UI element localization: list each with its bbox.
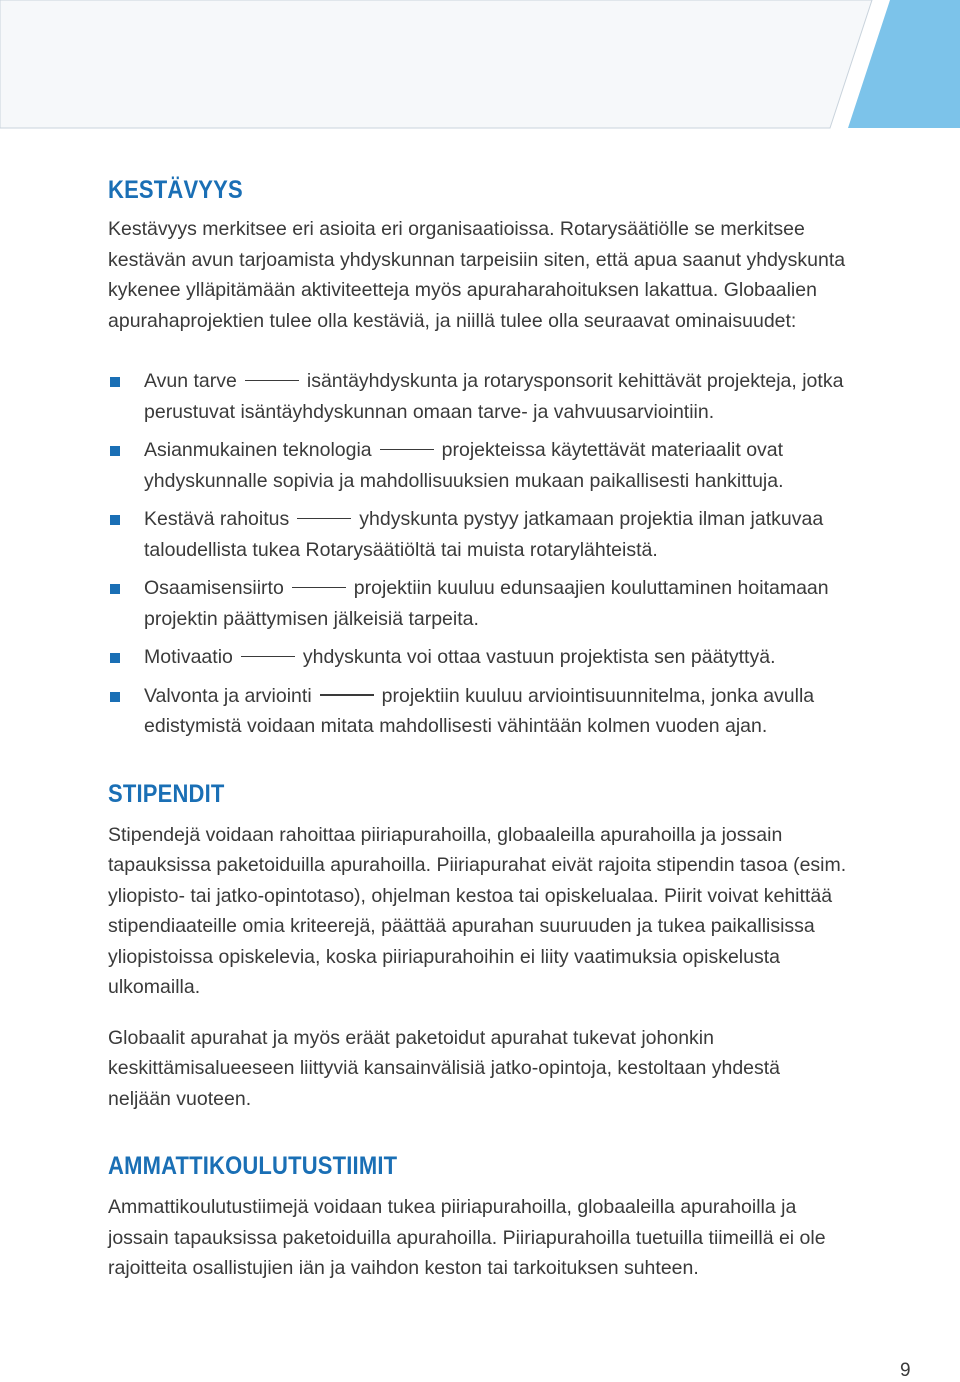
list-item-text: projekteissa käytettävät materiaalit ovat yhdyskunnalle sopivia ja mahdollisuuksien mukaan paikallisesti hankittuja. <box>144 439 784 492</box>
sustainability-criteria-list <box>108 366 848 742</box>
list-item-text: projektiin kuuluu arviointisuunnitelma, jonka avulla edistymistä voidaan mitata mahdollisesti vähintään kolmen vuoden ajan. <box>144 684 815 737</box>
section-heading-ammattikoulutustiimit: AMMATTIKOULUTUSTIIMIT <box>108 1152 398 1180</box>
list-item-term: Kestävä rahoitus <box>144 508 290 530</box>
list-item <box>108 366 848 427</box>
list-item-term: Motivaatio <box>144 646 233 668</box>
section-heading-stipendit: STIPENDIT <box>108 779 225 808</box>
bullet-square-icon <box>110 377 120 387</box>
list-item-text: yhdyskunta voi ottaa vastuun projektista sen päätyttyä. <box>302 646 776 668</box>
em-dash <box>380 449 434 450</box>
list-item-text: isäntäyhdyskunta ja rotarysponsorit kehittävät projekteja, jotka perustuvat isäntäyhdyskunnan omaan tarve- ja vahvuusarviointiin. <box>144 370 844 423</box>
list-item-term: Avun tarve <box>144 370 237 392</box>
list-item-text: yhdyskunta pystyy jatkamaan projektia ilman jatkuvaa taloudellista tukea Rotarysäätiöltä tai muista rotarylähteistä. <box>144 508 824 561</box>
em-dash <box>320 694 374 695</box>
bullet-square-icon <box>110 584 120 594</box>
bullet-square-icon <box>110 692 120 702</box>
section-heading-kestavyys: KESTÄVYYS <box>108 176 243 204</box>
bullet-square-icon <box>110 446 120 456</box>
list-item <box>108 504 848 565</box>
list-item <box>108 435 848 496</box>
em-dash <box>297 518 351 519</box>
list-item <box>108 681 848 742</box>
em-dash <box>292 587 346 588</box>
em-dash <box>241 656 295 657</box>
page-number: 9 <box>900 1360 911 1381</box>
list-item-term: Asianmukainen teknologia <box>144 439 372 461</box>
list-item-term: Osaamisensiirto <box>144 577 284 599</box>
paragraph-stipendit-1: Stipendejä voidaan rahoittaa piiriapurahoilla, globaaleilla apurahoilla ja jossain tapauksissa paketoiduilla apurahoilla. Piiriapurahat eivät rajoita stipendin tasoa (esim. yliopisto- tai jatko-opintotaso), ohjelman kestoa tai opiskelualaa. Piirit voivat kehittää stipendiaateille omia kriteerejä, päättää apurahan suuruuden ja tukea paikallisissa yliopistoissa opiskelevia, koska piiriapurahoihin ei liity vaatimuksia opiskelusta ulkomailla. <box>108 823 847 998</box>
paragraph-stipendit-2: Globaalit apurahat ja myös eräät paketoidut apurahat tukevat johonkin keskittämisalueeseen liittyviä kansainvälisiä jatko-opintoja, kestoltaan yhdestä neljään vuoteen. <box>108 1026 781 1110</box>
page-content <box>108 170 848 1284</box>
header-light-panel <box>0 0 872 128</box>
header-decoration <box>0 0 960 140</box>
paragraph-ammattikoulutustiimit: Ammattikoulutustiimejä voidaan tukea piiriapurahoilla, globaaleilla apurahoilla ja jossain tapauksissa paketoiduilla apurahoilla. Piiriapurahoilla tuetuilla tiimeillä ei ole rajoitteita osallistujien iän ja vaihdon keston tai tarkoituksen suhteen. <box>108 1196 826 1279</box>
bullet-square-icon <box>110 653 120 663</box>
list-item <box>108 573 848 634</box>
list-item <box>108 642 848 673</box>
paragraph-kestavyys-intro: Kestävyys merkitsee eri asioita eri organisaatioissa. Rotarysäätiölle se merkitsee kestävän avun tarjoamista yhdyskunnan tarpeisiin siten, että apua saanut yhdyskunta kykenee ylläpitämään aktiviteetteja myös apuraharahoituksen lakattua. Globaalien apurahaprojektien tulee olla kestäviä, ja niillä tulee olla seuraavat ominaisuudet: <box>108 218 846 332</box>
bullet-square-icon <box>110 515 120 525</box>
em-dash <box>245 380 299 381</box>
list-item-text: projektiin kuuluu edunsaajien kouluttaminen hoitamaan projektin päättymisen jälkeisiä tarpeita. <box>144 577 829 630</box>
list-item-term: Valvonta ja arviointi <box>144 684 312 707</box>
